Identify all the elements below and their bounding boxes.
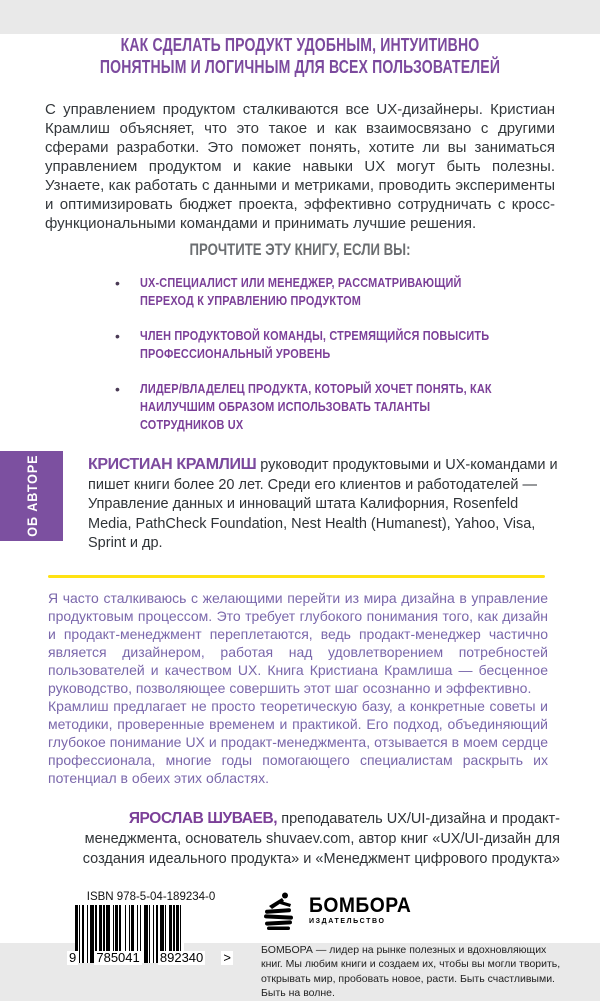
intro-paragraph: С управлением продуктом сталкиваются все UX-дизайнеры. Кристиан Крамлиш объясняет, что это такое и как взаимосвязано с другими сферами разработки. Это поможет понять, хотите ли вы заниматься управлением продуктом и какие навыки UX могут быть полезны. Узнаете, как работать с данными и метриками, проводить эксперименты и оптимизировать бюджет проекта, эффективно сотрудничать с кросс-функциональными командами и принимать лучшие решения. (45, 101, 555, 232)
barcode-digit-lead: 9 (69, 949, 77, 965)
about-author-section (0, 451, 600, 554)
bullet-icon: • (115, 381, 120, 397)
author-bio-text: руководит продуктовыми и UX-командами и пишет книги более 20 лет. Среди его клиентов и работодателей — Управление данных и инноваций штата Калифорния, Rosenfeld Media, PathCheck Foundation, Nest Health (Humanest), Yahoo, Visa, Sprint и др. (88, 457, 558, 551)
reviewer-description: преподаватель UX/UI-дизайна и продакт-менеджмента, основатель shuvaev.com, автор книг «UX/UI-дизайн для создания идеального продукта» и «Менеджмент цифрового продукта» (82, 810, 560, 867)
review-paragraph-1: Я часто сталкиваюсь с желающими перейти из мира дизайна в управление продуктовым процессом. Это требует глубокого понимания того, как дизайн и продакт-менеджмент переплетаются, ведь продакт-менеджер частично является дизайнером, работая над удовлетворением потребностей пользователей и качеством UX. Книга Кристиана Крамлиша — бесценное руководство, позволяющее совершить этот шаг осознанно и эффективно. (48, 589, 548, 696)
list-item (115, 274, 560, 310)
review-paragraph-2: Крамлиш предлагает не просто теоретическую базу, а конкретные советы и методики, проверенные временем и практикой. Его подход, объединяющий глубокое понимание UX и продакт-менеджмента, отзывается в моем сердце профессионала, многие годы помогающего специалистам раскрыть их потенциал в обеих этих областях. (48, 697, 548, 786)
yellow-divider (48, 575, 545, 578)
list-item-label: ЧЛЕН ПРОДУКТОВОЙ КОМАНДЫ, СТРЕМЯЩИЙСЯ ПОВЫСИТЬ ПРОФЕССИОНАЛЬНЫЙ УРОВЕНЬ (140, 328, 490, 361)
author-bio (88, 455, 558, 554)
bullet-icon: • (115, 328, 120, 344)
about-author-sidebar (0, 451, 63, 541)
bullet-icon: • (115, 275, 120, 291)
reviewer-name: ЯРОСЛАВ ШУВАЕВ, (128, 809, 278, 827)
bombora-surfer-logo-icon (261, 891, 301, 931)
book-back-cover (0, 34, 600, 999)
publisher-footer (69, 890, 600, 1001)
barcode-suffix: > (223, 949, 231, 965)
publisher-logo-row (261, 891, 591, 931)
list-item (115, 380, 560, 434)
cover-title: КАК СДЕЛАТЬ ПРОДУКТ УДОБНЫМ, ИНТУИТИВНО ПОНЯТНЫМ И ЛОГИЧНЫМ ДЛЯ ВСЕХ ПОЛЬЗОВАТЕЛЕЙ (99, 35, 501, 77)
publisher-info (261, 891, 591, 1001)
reviewer-credit (55, 809, 560, 869)
publisher-name-block (309, 896, 420, 925)
list-item (115, 327, 560, 363)
read-if-heading: ПРОЧТИТЕ ЭТУ КНИГУ, ЕСЛИ ВЫ: (189, 241, 411, 259)
publisher-tagline: БОМБОРА — лидер на рынке полезных и вдохновляющих книг. Мы любим книги и создаем их, чтобы вы могли творить, открывать мир, пробовать новое, расти. Быть счастливыми. Быть на волне. (261, 943, 561, 999)
list-item-label: ЛИДЕР/ВЛАДЕЛЕЦ ПРОДУКТА, КОТОРЫЙ ХОЧЕТ ПОНЯТЬ, КАК НАИЛУЧШИМ ОБРАЗОМ ИСПОЛЬЗОВАТЬ ТАЛАНТЫ СОТРУДНИКОВ UX (140, 381, 492, 432)
publisher-name: БОМБОРА (309, 894, 412, 917)
author-name: КРИСТИАН КРАМЛИШ (88, 456, 257, 473)
barcode-digits (67, 951, 233, 965)
isbn-barcode-block (69, 890, 231, 965)
read-if-list (115, 274, 560, 434)
review-quote (48, 589, 548, 787)
list-item-label: UX-СПЕЦИАЛИСТ ИЛИ МЕНЕДЖЕР, РАССМАТРИВАЮЩИЙ ПЕРЕХОД К УПРАВЛЕНИЮ ПРОДУКТОМ (140, 275, 462, 308)
about-author-sidebar-label: ОБ АВТОРЕ (23, 454, 40, 538)
ean13-barcode (69, 905, 231, 965)
barcode-digits-right: 892340 (159, 949, 204, 965)
publisher-subtitle: ИЗДАТЕЛЬСТВО (309, 918, 386, 925)
barcode-digits-left: 785041 (96, 949, 140, 965)
isbn-label: ISBN 978-5-04-189234-0 (86, 890, 216, 903)
